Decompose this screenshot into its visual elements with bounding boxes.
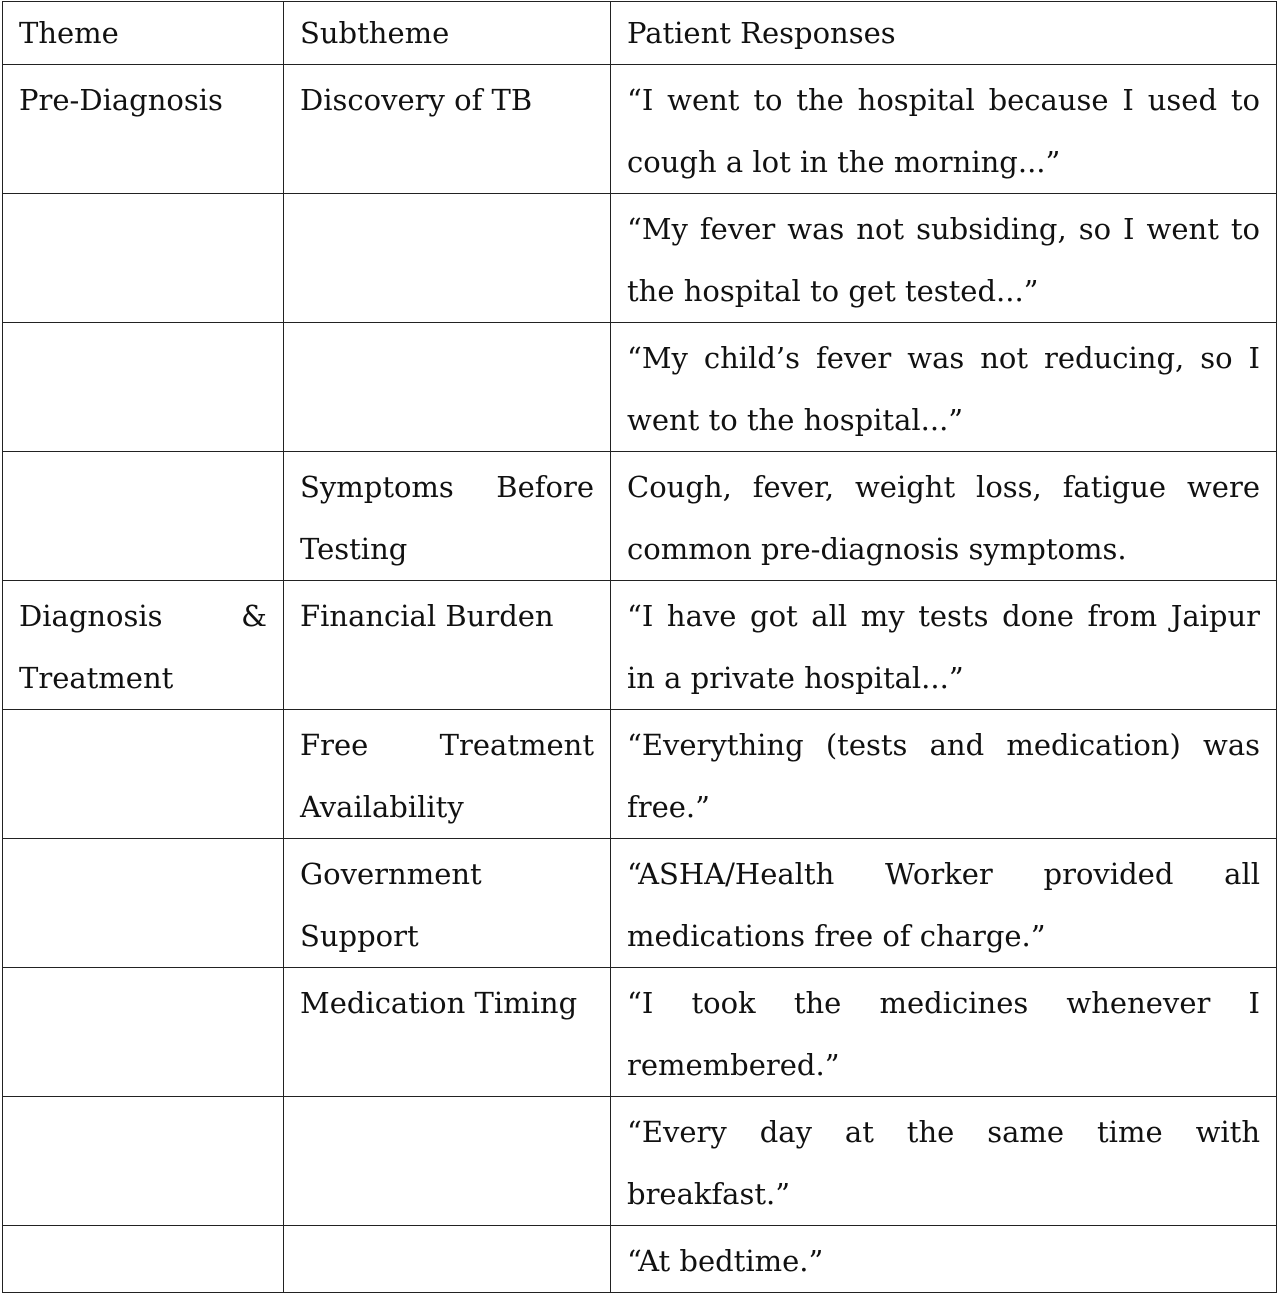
table-row <box>3 452 1277 581</box>
theme-cell <box>3 1226 284 1293</box>
table-row <box>3 581 1277 710</box>
header-subtheme: Subtheme <box>284 2 611 65</box>
themes-table <box>2 1 1277 1293</box>
subtheme-cell: Government Support <box>284 839 611 968</box>
response-cell: “ASHA/Health Worker provided all medications free of charge.” <box>611 839 1277 968</box>
response-cell: “Every day at the same time with breakfast.” <box>611 1097 1277 1226</box>
subtheme-cell: Financial Burden <box>284 581 611 710</box>
response-cell: “I have got all my tests done from Jaipur in a private hospital...” <box>611 581 1277 710</box>
theme-cell <box>3 323 284 452</box>
subtheme-cell: Discovery of TB <box>284 65 611 194</box>
header-row <box>3 2 1277 65</box>
table-row <box>3 710 1277 839</box>
table-row <box>3 839 1277 968</box>
header-theme: Theme <box>3 2 284 65</box>
subtheme-cell <box>284 323 611 452</box>
theme-cell <box>3 194 284 323</box>
theme-cell <box>3 452 284 581</box>
table-row <box>3 968 1277 1097</box>
response-cell: “I went to the hospital because I used to cough a lot in the morning...” <box>611 65 1277 194</box>
theme-cell <box>3 968 284 1097</box>
subtheme-cell <box>284 1226 611 1293</box>
table-row <box>3 1226 1277 1293</box>
themes-table-container <box>2 1 1276 1293</box>
theme-cell: Pre-Diagnosis <box>3 65 284 194</box>
subtheme-cell <box>284 1097 611 1226</box>
theme-cell <box>3 710 284 839</box>
table-row <box>3 1097 1277 1226</box>
table-row <box>3 65 1277 194</box>
subtheme-cell <box>284 194 611 323</box>
table-row <box>3 323 1277 452</box>
theme-cell: Diagnosis & Treatment <box>3 581 284 710</box>
theme-cell <box>3 1097 284 1226</box>
subtheme-cell: Symptoms Before Testing <box>284 452 611 581</box>
response-cell: Cough, fever, weight loss, fatigue were common pre-diagnosis symptoms. <box>611 452 1277 581</box>
header-patient-responses: Patient Responses <box>611 2 1277 65</box>
response-cell: “My fever was not subsiding, so I went to the hospital to get tested...” <box>611 194 1277 323</box>
response-cell: “My child’s fever was not reducing, so I went to the hospital...” <box>611 323 1277 452</box>
theme-cell <box>3 839 284 968</box>
table-row <box>3 194 1277 323</box>
response-cell: “Everything (tests and medication) was free.” <box>611 710 1277 839</box>
response-cell: “At bedtime.” <box>611 1226 1277 1293</box>
response-cell: “I took the medicines whenever I remembered.” <box>611 968 1277 1097</box>
subtheme-cell: Medication Timing <box>284 968 611 1097</box>
subtheme-cell: Free Treatment Availability <box>284 710 611 839</box>
